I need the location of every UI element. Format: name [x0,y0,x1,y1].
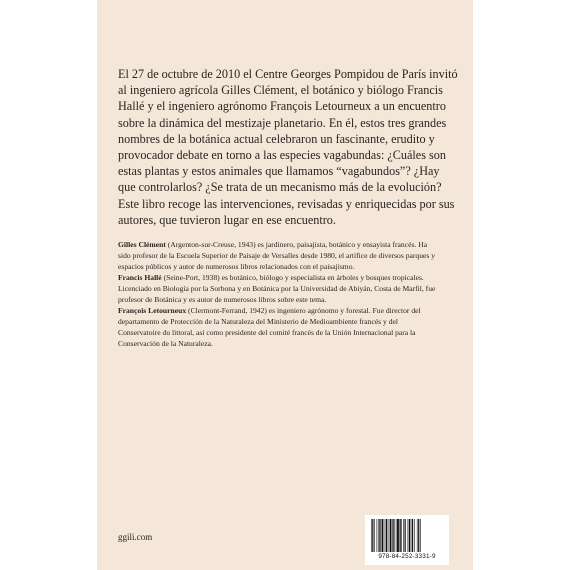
author-bio-text: (Seine-Port, 1938) es botánico, biólogo y especialista en árboles y bosques tropicales. Licenciado en Biología por la Sorbona y en Botánica por la Universidad de Abiyán, Costa de Marfil, fue profesor de Botánica y es autor de numerosos libros sobre este tema. [118,273,436,304]
author-bios [118,239,440,349]
author-name: François Letourneux [118,306,187,315]
barcode-icon [370,519,444,552]
back-cover [97,0,473,570]
author-bio [118,305,440,349]
synopsis-paragraph-2: Este libro recoge las intervenciones, revisadas y enriquecidas por sus autores, que tuvieron lugar en ese encuentro. [118,197,455,228]
author-bio [118,272,440,305]
isbn-number: 978-84-252-3331-9 [378,553,436,560]
author-bio [118,239,440,272]
author-name: Francis Hallé [118,273,162,282]
author-bio-text: (Clermont-Ferrand, 1942) es ingeniero agrónomo y forestal. Fue director del departamento de Protección de la Naturaleza del Ministerio de Medioambiente francés y del Conservatoire du littoral, así como presidente del comité francés de la Unión Internacional para la Conservación de la Naturaleza. [118,306,421,348]
barcode [365,515,449,565]
author-name: Gilles Clément [118,240,166,249]
publisher-url: ggili.com [118,532,153,542]
synopsis-paragraph: El 27 de octubre de 2010 el Centre Georges Pompidou de París invitó al ingeniero agrícola Gilles Clément, el botánico y biólogo Francis Hallé y el ingeniero agrónomo François Letourneux a un encuentro sobre la dinámica del mestizaje planetario. En él, estos tres grandes nombres de la botánica actual celebraron un fascinante, erudito y provocador debate en torno a las especies vagabundas: ¿Cuáles son estas plantas y estos animales que llamamos “vagabundos”? ¿Hay que controlarlos? ¿Se trata de un mecanismo más de la evolución? [118,67,458,195]
author-bio-text: (Argenton-sur-Creuse, 1943) es jardinero, paisajista, botánico y ensayista francés. Ha sido profesor de la Escuela Superior de Paisaje de Versalles desde 1980, el artífice de diversos parques y espacios públicos y autor de numerosos libros relacionados con el paisajismo. [118,240,436,271]
